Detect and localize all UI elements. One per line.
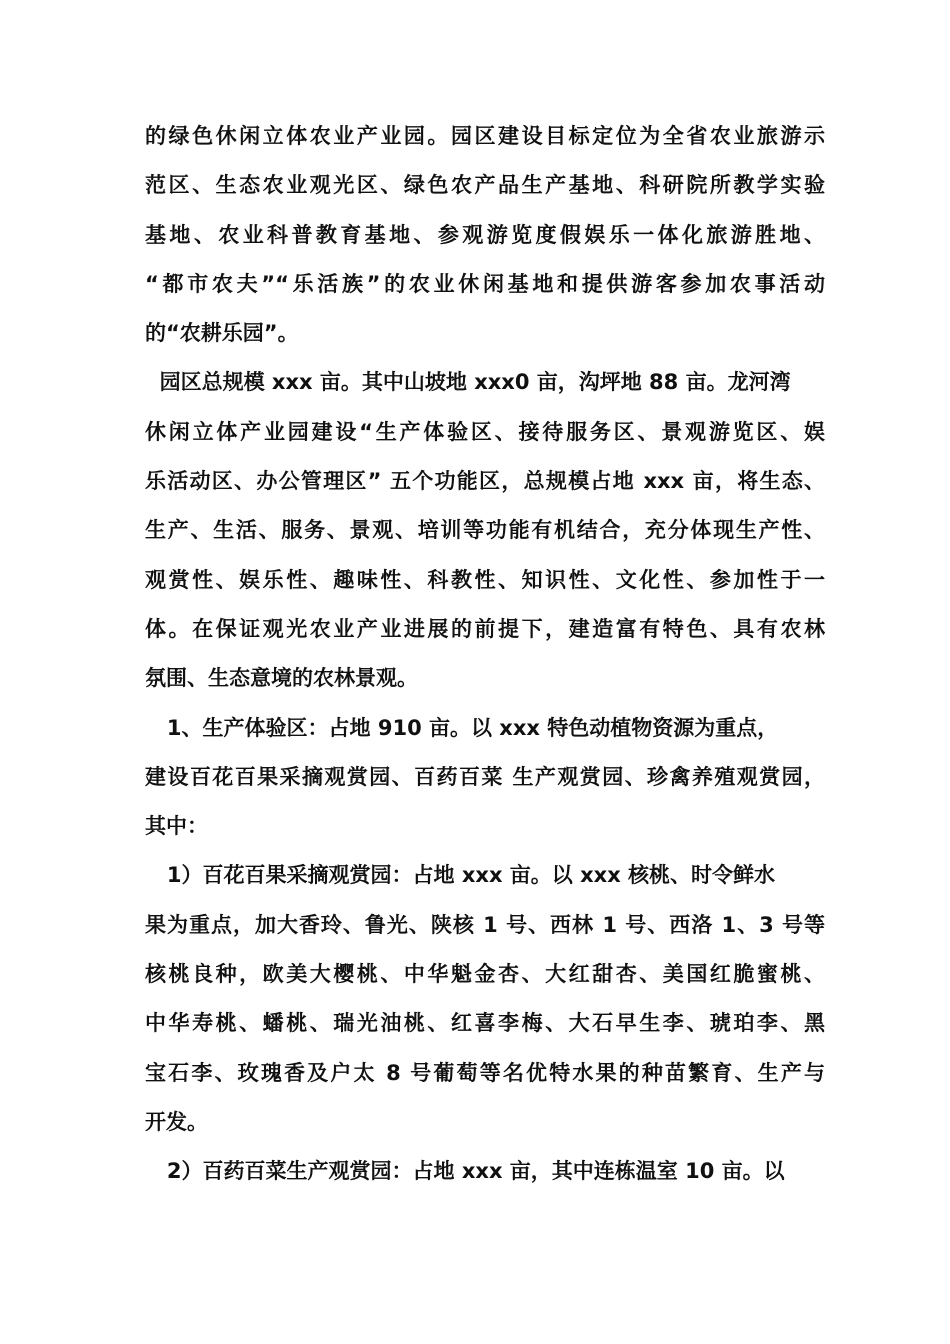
text-line: 中华寿桃、蟠桃、瑞光油桃、红喜李梅、大石早生李、琥珀李、黑 xyxy=(145,1011,825,1036)
text-line: 乐活动区、办公管理区” 五个功能区，总规模占地 xxx 亩，将生态、 xyxy=(145,469,825,494)
text-line: 氛围、生态意境的农林景观。 xyxy=(145,666,418,691)
text-line: 基地、农业科普教育基地、参观游览度假娱乐一体化旅游胜地、 xyxy=(145,222,825,247)
text-line: 观赏性、娱乐性、趣味性、科教性、知识性、文化性、参加性于一 xyxy=(145,567,825,592)
text-line: 2）百药百菜生产观赏园：占地 xxx 亩，其中连栋温室 10 亩。以 xyxy=(145,1159,785,1184)
text-line: 果为重点，加大香玲、鲁光、陕核 1 号、西林 1 号、西洛 1、3 号等 xyxy=(145,912,825,937)
body-text xyxy=(145,112,825,1197)
text-line: 其中： xyxy=(145,814,208,839)
text-line: 园区总规模 xxx 亩。其中山坡地 xxx0 亩，沟坪地 88 亩。龙河湾 xyxy=(145,370,791,395)
text-line: 范区、生态农业观光区、绿色农产品生产基地、科研院所教学实验 xyxy=(145,173,825,198)
text-line: 的绿色休闲立体农业产业园。园区建设目标定位为全省农业旅游示 xyxy=(145,124,825,148)
text-line: 休闲立体产业园建设“生产体验区、接待服务区、景观游览区、娱 xyxy=(145,419,825,444)
text-line: 建设百花百果采摘观赏园、百药百菜 生产观赏园、珍禽养殖观赏园， xyxy=(145,764,825,789)
text-line: 1）百花百果采摘观赏园：占地 xxx 亩。以 xxx 核桃、时令鲜水 xyxy=(145,863,776,888)
text-line: 生产、生活、服务、景观、培训等功能有机结合，充分体现生产性、 xyxy=(145,518,825,543)
text-line: “都市农夫”“乐活族”的农业休闲基地和提供游客参加农事活动 xyxy=(145,271,825,296)
text-line: 的“农耕乐园”。 xyxy=(145,321,299,346)
text-line: 核桃良种，欧美大樱桃、中华魁金杏、大红甜杏、美国红脆蜜桃、 xyxy=(145,962,825,987)
text-line: 体。在保证观光农业产业进展的前提下，建造富有特色、具有农林 xyxy=(145,616,825,641)
text-line: 开发。 xyxy=(145,1109,208,1134)
text-line: 宝石李、玫瑰香及户太 8 号葡萄等名优特水果的种苗繁育、生产与 xyxy=(145,1060,825,1085)
text-line: 1、生产体验区：占地 910 亩。以 xxx 特色动植物资源为重点， xyxy=(145,715,779,740)
